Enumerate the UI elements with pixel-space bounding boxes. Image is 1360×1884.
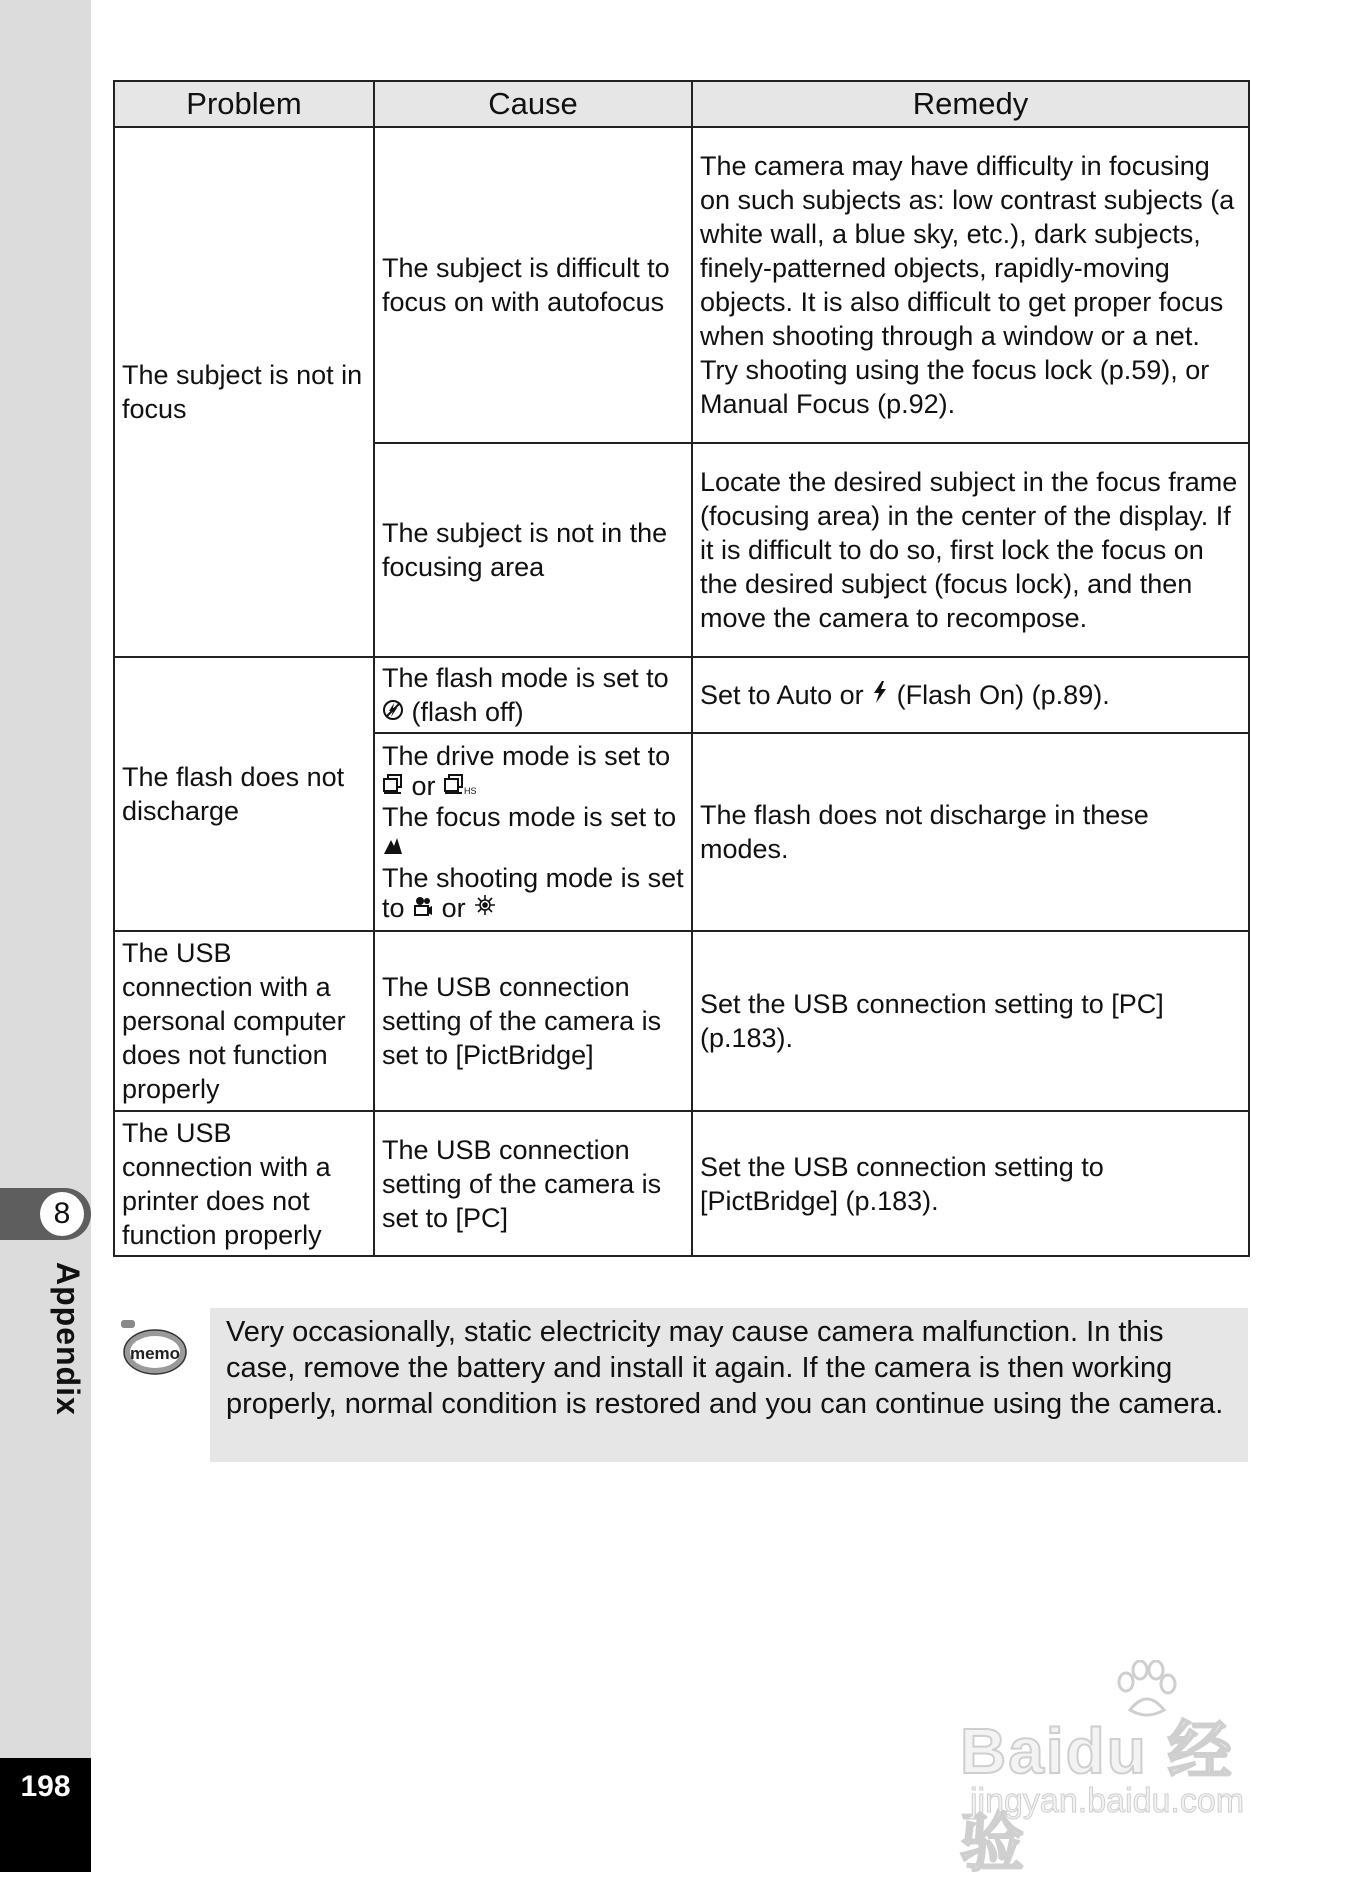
chapter-number: 8	[40, 1192, 84, 1236]
flash-on-icon	[871, 679, 889, 713]
header-remedy: Remedy	[692, 81, 1249, 127]
burst-shooting-hs-icon	[443, 772, 477, 802]
page-number: 198	[20, 1770, 71, 1803]
problem-cell: The USB connection with a printer does not function properly	[114, 1111, 374, 1256]
memo-box	[210, 1308, 1248, 1462]
watermark-brand: Baidu 经验	[960, 1715, 1234, 1879]
troubleshooting-table	[113, 80, 1250, 1257]
cause-text: The shooting mode is set to	[382, 862, 684, 923]
svg-text:memo: memo	[129, 1344, 181, 1363]
cause-cell: The subject is difficult to focus on with autofocus	[374, 127, 692, 443]
chapter-label: Appendix	[50, 1262, 86, 1416]
cause-cell: The subject is not in the focusing area	[374, 443, 692, 657]
cause-text: The focus mode is set to	[382, 801, 677, 832]
problem-cell: The subject is not in focus	[114, 127, 374, 657]
table-row	[114, 931, 1249, 1111]
remedy-cell: Set the USB connection setting to [PC] (p.183).	[692, 931, 1249, 1111]
header-problem: Problem	[114, 81, 374, 127]
chapter-sidebar	[0, 0, 91, 1872]
table-header-row	[114, 81, 1249, 127]
cause-text: or	[441, 892, 466, 923]
memo-text: Very occasionally, static electricity may cause camera malfunction. In this case, remove the battery and install it again. If the camera is then working properly, normal condition is restored and you can continue using the camera.	[226, 1316, 1224, 1420]
cause-text: The drive mode is set to	[382, 740, 671, 771]
infinity-landscape-icon	[382, 833, 404, 863]
remedy-cell: The camera may have difficulty in focusing on such subjects as: low contrast subjects (a white wall, a blue sky, etc.), dark subjects, finely-patterned objects, rapidly-moving objects. It is also difficult to get proper focus when shooting through a window or a net. Try shooting using the focus lock (p.59), or Manual Focus (p.92).	[692, 127, 1249, 443]
watermark-url: jingyan.baidu.com	[970, 1782, 1245, 1820]
cause-cell	[374, 657, 692, 733]
remedy-cell	[692, 657, 1249, 733]
cause-text: or	[411, 770, 436, 801]
table-row	[114, 657, 1249, 733]
fireworks-icon	[473, 893, 497, 924]
problem-cell: The flash does not discharge	[114, 657, 374, 931]
shooting-mode-line	[382, 863, 684, 924]
remedy-cell: The flash does not discharge in these modes.	[692, 733, 1249, 931]
continuous-shooting-icon	[382, 772, 404, 802]
memo-icon	[117, 1318, 187, 1378]
movie-icon	[412, 894, 434, 924]
flash-off-icon	[382, 696, 404, 730]
drive-mode-line	[382, 741, 684, 802]
cause-text: The flash mode is set to	[382, 662, 669, 693]
remedy-cell: Set the USB connection setting to [PictBridge] (p.183).	[692, 1111, 1249, 1256]
cause-cell	[374, 733, 692, 931]
cause-cell: The USB connection setting of the camera is set to [PC]	[374, 1111, 692, 1256]
watermark	[960, 1660, 1280, 1879]
problem-cell: The USB connection with a personal computer does not function properly	[114, 931, 374, 1111]
cause-text: (flash off)	[411, 696, 524, 727]
table-row	[114, 127, 1249, 443]
svg-text:HS: HS	[464, 785, 477, 795]
remedy-text: (Flash On) (p.89).	[896, 679, 1110, 710]
table-row	[114, 1111, 1249, 1256]
remedy-cell: Locate the desired subject in the focus frame (focusing area) in the center of the display. If it is difficult to do so, first lock the focus on the desired subject (focus lock), and then move the camera to recompose.	[692, 443, 1249, 657]
header-cause: Cause	[374, 81, 692, 127]
focus-mode-line	[382, 802, 684, 863]
cause-cell: The USB connection setting of the camera is set to [PictBridge]	[374, 931, 692, 1111]
remedy-text: Set to Auto or	[700, 679, 864, 710]
